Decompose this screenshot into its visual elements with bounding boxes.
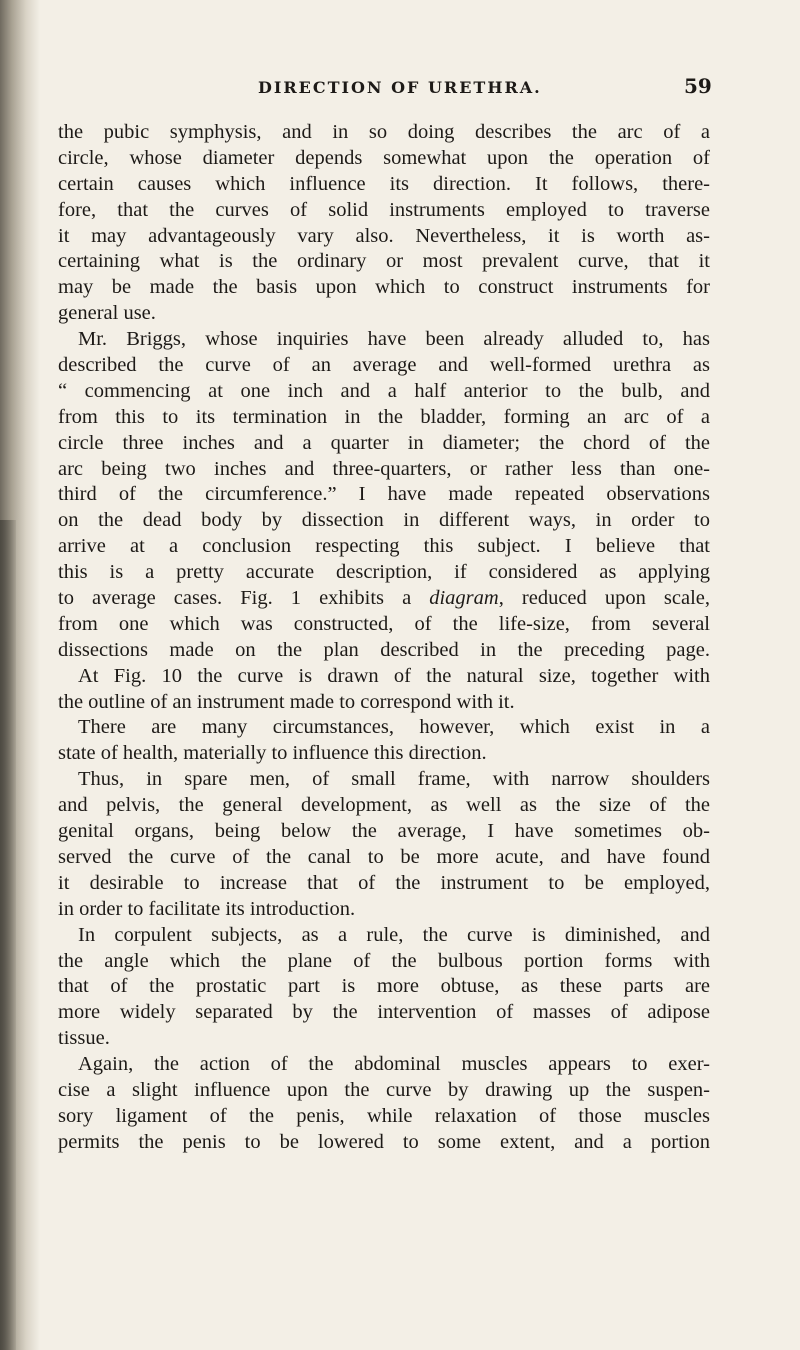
text-line: the angle which the plane of the bulbous portion forms with	[58, 949, 710, 972]
text-line: In corpulent subjects, as a rule, the curve is diminished, and	[78, 923, 710, 946]
text-line: the pubic symphysis, and in so doing describes the arc of a	[58, 121, 710, 143]
text-line: genital organs, being below the average, I have sometimes ob-	[58, 820, 710, 843]
text-line: arc being two inches and three-quarters, or rather less than one-	[58, 457, 710, 480]
text-line: circle three inches and a quarter in diameter; the chord of the	[58, 431, 710, 454]
text-line: may be made the basis upon which to construct instruments for	[58, 276, 710, 299]
text-line: served the curve of the canal to be more acute, and have found	[58, 845, 710, 868]
text-line: that of the prostatic part is more obtuse, as these parts are	[58, 975, 710, 998]
text-line: from one which was constructed, of the life-size, from several	[58, 612, 710, 635]
text-line: fore, that the curves of solid instruments employed to traverse	[58, 198, 710, 221]
text-line: on the dead body by dissection in different ways, in order to	[58, 509, 710, 532]
text-line: At Fig. 10 the curve is drawn of the natural size, together with	[78, 664, 710, 687]
text-line: sory ligament of the penis, while relaxation of those muscles	[58, 1104, 710, 1127]
text-line: more widely separated by the intervention of masses of adipose	[58, 1001, 710, 1024]
text-line: it desirable to increase that of the instrument to be employed,	[58, 871, 710, 894]
text-line: and pelvis, the general development, as well as the size of the	[58, 794, 710, 817]
running-head: DIRECTION OF URETHRA.	[258, 78, 542, 97]
text-line: to average cases. Fig. 1 exhibits a diagram, reduced upon scale,	[58, 587, 711, 610]
text-line: in order to facilitate its introduction.	[58, 897, 356, 920]
text-line: general use.	[58, 302, 156, 325]
text-line: There are many circumstances, however, which exist in a	[78, 716, 710, 739]
text-line: Mr. Briggs, whose inquiries have been already alluded to, has	[78, 328, 710, 351]
text-line: certaining what is the ordinary or most prevalent curve, that it	[58, 250, 710, 273]
text-line: Thus, in spare men, of small frame, with narrow shoulders	[78, 768, 710, 791]
text-line: dissections made on the plan described in the preceding page.	[58, 638, 710, 661]
text-line: certain causes which influence its direction. It follows, there-	[58, 172, 710, 195]
page-number: 59	[684, 74, 712, 98]
text-line: it may advantageously vary also. Nevertheless, it is worth as-	[58, 224, 710, 247]
text-line: cise a slight influence upon the curve by drawing up the suspen-	[58, 1078, 710, 1101]
text-line: permits the penis to be lowered to some extent, and a portion	[58, 1130, 710, 1153]
text-line: Again, the action of the abdominal muscles appears to exer-	[78, 1053, 710, 1076]
body-text	[58, 120, 710, 1156]
text-line: from this to its termination in the bladder, forming an arc of a	[58, 405, 710, 428]
italic-word: diagram	[429, 587, 499, 610]
text-line: arrive at a conclusion respecting this subject. I believe that	[58, 535, 710, 558]
text-line: tissue.	[58, 1027, 110, 1050]
text-line: circle, whose diameter depends somewhat upon the operation of	[58, 146, 710, 169]
text-line: this is a pretty accurate description, if considered as applying	[58, 561, 710, 584]
text-line: third of the circumference.” I have made repeated observations	[58, 483, 710, 506]
text-line: described the curve of an average and well-formed urethra as	[58, 354, 710, 377]
text-line: “ commencing at one inch and a half anterior to the bulb, and	[58, 379, 710, 402]
text-line: the outline of an instrument made to correspond with it.	[58, 690, 515, 713]
text-line: state of health, materially to influence this direction.	[58, 742, 487, 765]
